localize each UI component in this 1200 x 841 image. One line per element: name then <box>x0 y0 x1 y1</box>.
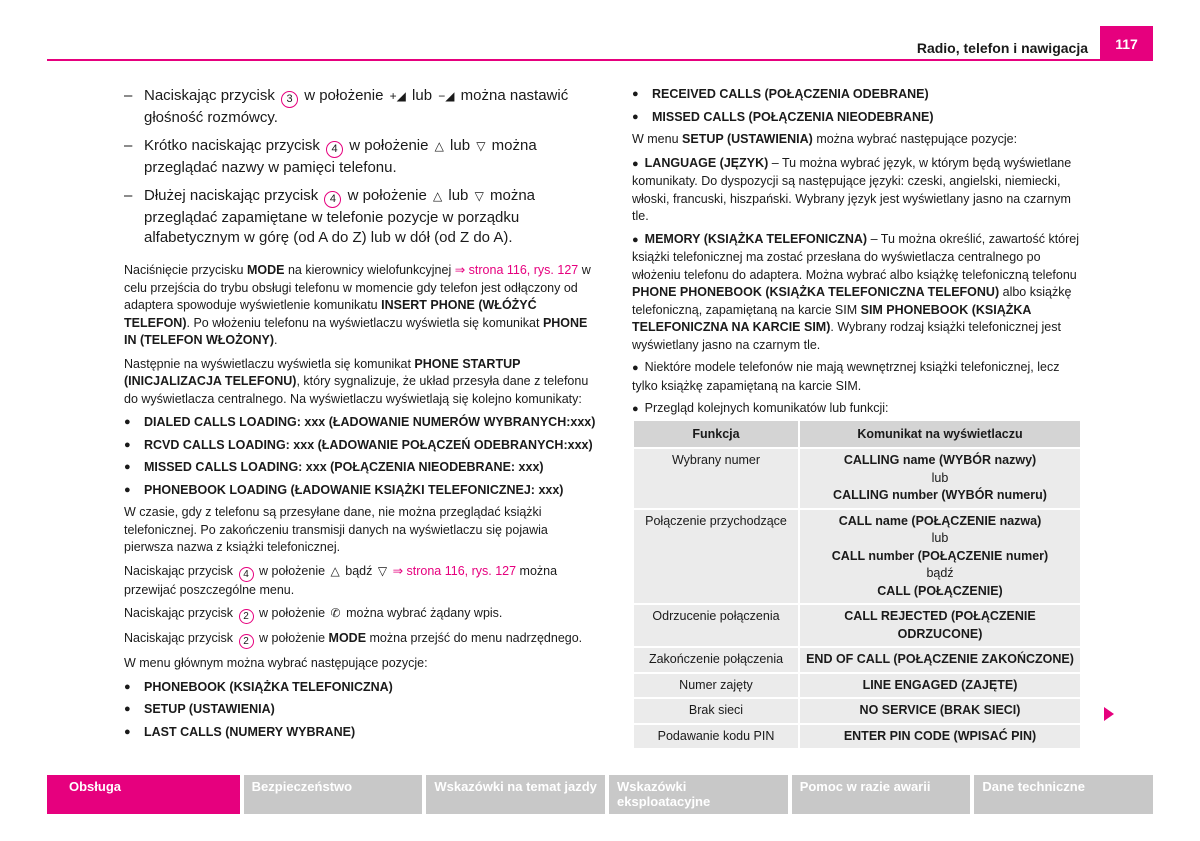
bullet-icon: ● <box>632 157 639 170</box>
function-cell: Brak sieci <box>633 698 799 724</box>
table-row <box>633 448 1081 509</box>
list-item: ● RECEIVED CALLS (POŁĄCZENIA ODEBRANE) <box>632 86 1082 104</box>
volume-up-icon: +◢ <box>389 89 406 103</box>
header-divider <box>47 59 1153 61</box>
loading-message-list <box>124 414 596 499</box>
triangle-down-icon: ▽ <box>377 563 388 578</box>
section-title: Radio, telefon i nawigacja <box>916 40 1088 56</box>
button-number-badge: 4 <box>324 191 341 208</box>
setting-memory: ● MEMORY (KSIĄŻKA TELEFONICZNA) – Tu można określić, zawartość której książki telefonicznej ma zostać przesłana do wyświetlacza centralnego po włożeniu telefonu do adaptera. Można wybrać albo książkę telefoniczną telefonu PHONE PHONEBOOK (KSIĄŻKA TELEFONICZNA TELEFONU) albo książkę telefoniczną, zapamiętaną na karcie SIM SIM PHONEBOOK (KSIĄŻKA TELEFONICZNA NA KARCIE SIM). Wybrany rodzaj książki telefonicznej jest wyświetlany jasno na czarnym tle. <box>632 231 1080 352</box>
function-cell: Połączenie przychodzące <box>633 509 799 605</box>
tab-dane-techniczne[interactable]: Dane techniczne <box>974 775 1153 814</box>
column-header: Komunikat na wyświetlaczu <box>799 420 1081 448</box>
paragraph-transfer: W czasie, gdy z telefonu są przesyłane dane, nie można przeglądać książki telefonicznej. Po zakończeniu transmisji danych na wyświetlaczu się pojawia pierwsza nazwa z książki telefonicznej. <box>124 505 548 554</box>
table-row <box>633 604 1081 647</box>
function-cell: Podawanie kodu PIN <box>633 724 799 750</box>
function-cell: Numer zajęty <box>633 673 799 699</box>
main-menu-list <box>124 679 596 742</box>
list-item: ● LAST CALLS (NUMERY WYBRANE) <box>124 724 596 742</box>
tab-bezpieczenstwo[interactable]: Bezpieczeństwo <box>244 775 423 814</box>
volume-down-icon: −◢ <box>438 89 455 103</box>
message-cell: LINE ENGAGED (ZAJĘTE) <box>799 673 1081 699</box>
function-cell: Zakończenie połączenia <box>633 647 799 673</box>
dash-item-volume: – Naciskając przycisk 3 w położenie +◢ lub −◢ można nastawić głośność rozmówcy. <box>124 86 596 128</box>
list-item: ● MISSED CALLS (POŁĄCZENIA NIEODEBRANE) <box>632 109 1082 127</box>
button-number-badge: 4 <box>239 567 254 582</box>
overview-intro: ● Przegląd kolejnych komunikatów lub funkcji: <box>632 401 889 415</box>
list-item: ● SETUP (USTAWIENIA) <box>124 701 596 719</box>
dash-item-browse-alphabetical: – Dłużej naciskając przycisk 4 w położenie △ lub ▽ można przeglądać zapamiętane w telefonie pozycje w porządku alfabetycznym w górę (od A do Z) lub w dół (od Z do A). <box>124 186 596 248</box>
list-item: ● DIALED CALLS LOADING: xxx (ŁADOWANIE NUMERÓW WYBRANYCH:xxx) <box>124 414 596 432</box>
triangle-up-icon: △ <box>330 563 340 578</box>
tab-wskazowki-jazdy[interactable]: Wskazówki na temat jazdy <box>426 775 605 814</box>
page-reference-link[interactable]: ⇒ strona 116, rys. 127 <box>454 263 579 277</box>
paragraph-startup: Następnie na wyświetlaczu wyświetla się komunikat PHONE STARTUP (INICJALIZACJA TELEFONU), który sygnalizuje, że układ przesyła dane z telefonu do wyświetlacza centralnego. Na wyświetlaczu wyświetlają się kolejno komunikaty: <box>124 356 589 406</box>
table-row <box>633 673 1081 699</box>
tab-pomoc-awarii[interactable]: Pomoc w razie awarii <box>792 775 971 814</box>
button-number-badge: 2 <box>239 634 254 649</box>
left-column <box>124 86 596 746</box>
button-number-badge: 2 <box>239 609 254 624</box>
paragraph-mode: Naciśnięcie przycisku MODE na kierownicy wielofunkcyjnej ⇒ strona 116, rys. 127 w celu przejścia do trybu obsługi telefonu w momencie gdy telefon jest odłączony od adaptera spowoduje wyświetlenie komunikatu INSERT PHONE (WŁÓŻYĆ TELEFON). Po włożeniu telefonu na wyświetlaczu wyświetla się komunikat PHONE IN (TELEFON WŁOŻONY). <box>124 263 591 347</box>
list-item: ● MISSED CALLS LOADING: xxx (POŁĄCZENIA NIEODEBRANE: xxx) <box>124 459 596 477</box>
paragraph-main-menu: W menu głównym można wybrać następujące pozycje: <box>124 656 428 670</box>
continue-arrow-icon <box>1104 707 1114 721</box>
message-cell: CALL name (POŁĄCZENIE nazwa) lub CALL number (POŁĄCZENIE numer) bądź CALL (POŁĄCZENIE) <box>799 509 1081 605</box>
message-cell: CALLING name (WYBÓR nazwy) lub CALLING number (WYBÓR numeru) <box>799 448 1081 509</box>
bullet-icon: ● <box>632 362 639 374</box>
message-cell: END OF CALL (POŁĄCZENIE ZAKOŃCZONE) <box>799 647 1081 673</box>
page-number: 117 <box>1100 26 1153 61</box>
function-cell: Odrzucenie połączenia <box>633 604 799 647</box>
setting-language: ● LANGUAGE (JĘZYK) – Tu można wybrać język, w którym będą wyświetlane komunikaty. Do dyspozycji są następujące języki: czeski, angielski, niemiecki, włoski, francuski, hiszpański. Wybrany język jest wyświetlany jasno na czarnym tle. <box>632 155 1072 223</box>
triangle-down-icon: ▽ <box>476 139 486 153</box>
paragraph-scroll-menu: Naciskając przycisk 4 w położenie △ bądź ▽ ⇒ strona 116, rys. 127 można przewijać poszczególne menu. <box>124 563 558 597</box>
display-messages-table <box>632 419 1082 750</box>
tab-obsluga[interactable]: Obsługa <box>47 775 240 814</box>
paragraph-setup: W menu SETUP (USTAWIENIA) można wybrać następujące pozycje: <box>632 132 1018 146</box>
table-row <box>633 647 1081 673</box>
paragraph-select-entry: Naciskając przycisk 2 w położenie ✆ można wybrać żądany wpis. <box>124 606 503 622</box>
triangle-up-icon: △ <box>432 189 443 203</box>
message-cell: CALL REJECTED (POŁĄCZENIE ODRZUCONE) <box>799 604 1081 647</box>
triangle-up-icon: △ <box>434 139 444 153</box>
list-item: ● PHONEBOOK LOADING (ŁADOWANIE KSIĄŻKI TELEFONICZNEJ: xxx) <box>124 482 596 500</box>
note-sim-only: ● Niektóre modele telefonów nie mają wewnętrznej książki telefonicznej, lecz tylko książkę zapamiętaną na karcie SIM. <box>632 360 1060 393</box>
phone-handset-icon: ✆ <box>330 606 341 620</box>
function-cell: Wybrany numer <box>633 448 799 509</box>
message-cell: ENTER PIN CODE (WPISAĆ PIN) <box>799 724 1081 750</box>
list-item: ● PHONEBOOK (KSIĄŻKA TELEFONICZNA) <box>124 679 596 697</box>
table-row <box>633 724 1081 750</box>
triangle-down-icon: ▽ <box>474 189 484 203</box>
chapter-navigation <box>47 775 1153 814</box>
button-number-badge: 4 <box>326 141 343 158</box>
column-header: Funkcja <box>633 420 799 448</box>
bullet-icon: ● <box>632 233 639 246</box>
table-header-row <box>633 420 1081 448</box>
list-item: ● RCVD CALLS LOADING: xxx (ŁADOWANIE POŁĄCZEŃ ODEBRANYCH:xxx) <box>124 437 596 455</box>
right-column <box>632 86 1082 424</box>
dash-item-browse-names: – Krótko naciskając przycisk 4 w położenie △ lub ▽ można przeglądać nazwy w pamięci telefonu. <box>124 136 596 178</box>
bullet-icon: ● <box>632 403 639 415</box>
page-reference-link[interactable]: ⇒ strona 116, rys. 127 <box>392 563 517 578</box>
tab-wskazowki-eksploatacyjne[interactable]: Wskazówki eksploatacyjne <box>609 775 788 814</box>
paragraph-parent-menu: Naciskając przycisk 2 w położenie MODE można przejść do menu nadrzędnego. <box>124 631 583 647</box>
table-row <box>633 509 1081 605</box>
button-number-badge: 3 <box>281 91 298 108</box>
message-cell: NO SERVICE (BRAK SIECI) <box>799 698 1081 724</box>
table-row <box>633 698 1081 724</box>
